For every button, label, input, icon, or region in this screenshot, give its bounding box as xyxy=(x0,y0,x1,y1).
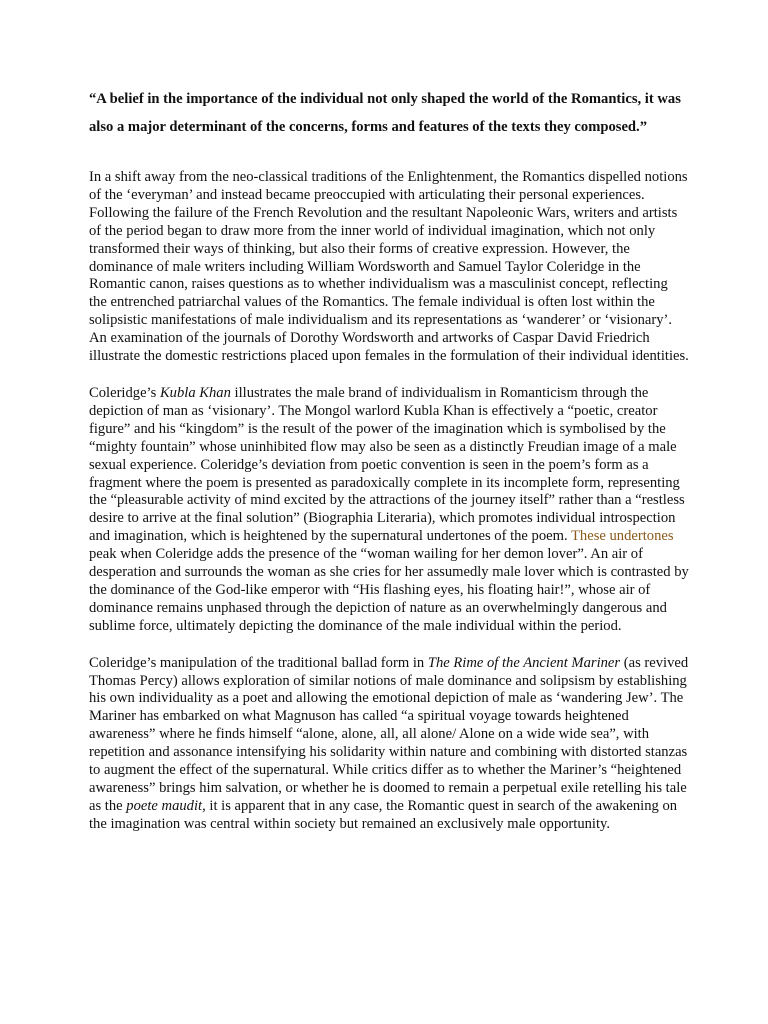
paragraph-1: In a shift away from the neo-classical traditions of the Enlightenment, the Romantics dispelled notions of the ‘everyman’ and instead became preoccupied with articulating their personal experiences. Following the failure of the French Revolution and the resultant Napoleonic Wars, writers and artists of the period began to draw more from the inner world of individual imagination, which not only transformed their ways of thinking, but also their forms of creative expression. However, the dominance of male writers including William Wordsworth and Samuel Taylor Coleridge in the Romantic canon, raises questions as to whether individualism was a masculinist concept, reflecting the entrenched patriarchal values of the Romantics. The female individual is often lost within the solipsistic manifestations of male individualism and its representations as ‘wanderer’ or ‘visionary’. An examination of the journals of Dorothy Wordsworth and artworks of Caspar David Friedrich illustrate the domestic restrictions placed upon females in the formulation of their individual identities. xyxy=(89,169,689,365)
essay-question-heading: “A belief in the importance of the individual not only shaped the world of the Romantics, it was also a major determinant of the concerns, forms and features of the texts they composed.” xyxy=(89,91,681,135)
paragraph-3-text-b: (as revived Thomas Percy) allows exploration of similar notions of male dominance and solipsism by establishing his own individuality as a poet and allowing the emotional depiction of male as ‘wandering Jew’. The Mariner has embarked on what Magnuson has called “a spiritual voyage towards heightened awareness” where he finds himself “alone, alone, all, all alone/ Alone on a wide wide sea”, with repetition and assonance intensifying his solidarity within nature and combining with distorted stanzas to augment the effect of the supernatural. While critics differ as to whether the Mariner’s “heightened awareness” brings him salvation, or whether he is doomed to remain a perpetual exile retelling his tale as the xyxy=(89,654,689,814)
paragraph-3 xyxy=(89,655,689,834)
document-body xyxy=(89,86,689,853)
paragraph-2 xyxy=(89,385,689,636)
paragraph-2-text-b: illustrates the male brand of individualism in Romanticism through the depiction of man as ‘visionary’. The Mongol warlord Kubla Khan is effectively a “poetic, creator figure” and his “kingdom” is the result of the power of the imagination which is symbolised by the “mighty fountain” whose uninhibited flow may also be seen as a distinctly Freudian image of a male sexual experience. Coleridge’s deviation from poetic convention is seen in the poem’s form as a fragment where the poem is presented as paradoxically complete in its incomplete form, representing the “pleasurable activity of mind excited by the attractions of the journey itself” rather than a “restless desire to arrive at the final solution” (Biographia Literaria), which promotes individual introspection and imagination, which is heightened by the supernatural undertones of the poem. xyxy=(89,384,685,545)
highlighted-text: These undertones xyxy=(571,528,674,545)
paragraph-2-text-a: Coleridge’s xyxy=(89,384,160,401)
paragraph-3-text-a: Coleridge’s manipulation of the traditional ballad form in xyxy=(89,654,428,671)
work-title-ancient-mariner: The Rime of the Ancient Mariner xyxy=(427,654,621,671)
paragraph-2-text-c: peak when Coleridge adds the presence of the “woman wailing for her demon lover”. An air of desperation and surrounds the woman as she cries for her assumedly male lover which is contrasted by the dominance of the God-like emperor with “His flashing eyes, his floating hair!”, whose air of dominance remains unphased through the depiction of nature as an overwhelmingly dangerous and sublime force, ultimately depicting the dominance of the male individual within the period. xyxy=(89,546,689,634)
paragraph-3-text-c: , it is apparent that in any case, the Romantic quest in search of the awakening on the imagination was central within society but remained an exclusively male opportunity. xyxy=(89,797,678,832)
term-poete-maudit: poete maudit xyxy=(126,797,203,814)
work-title-kubla-khan: Kubla Khan xyxy=(159,384,231,401)
